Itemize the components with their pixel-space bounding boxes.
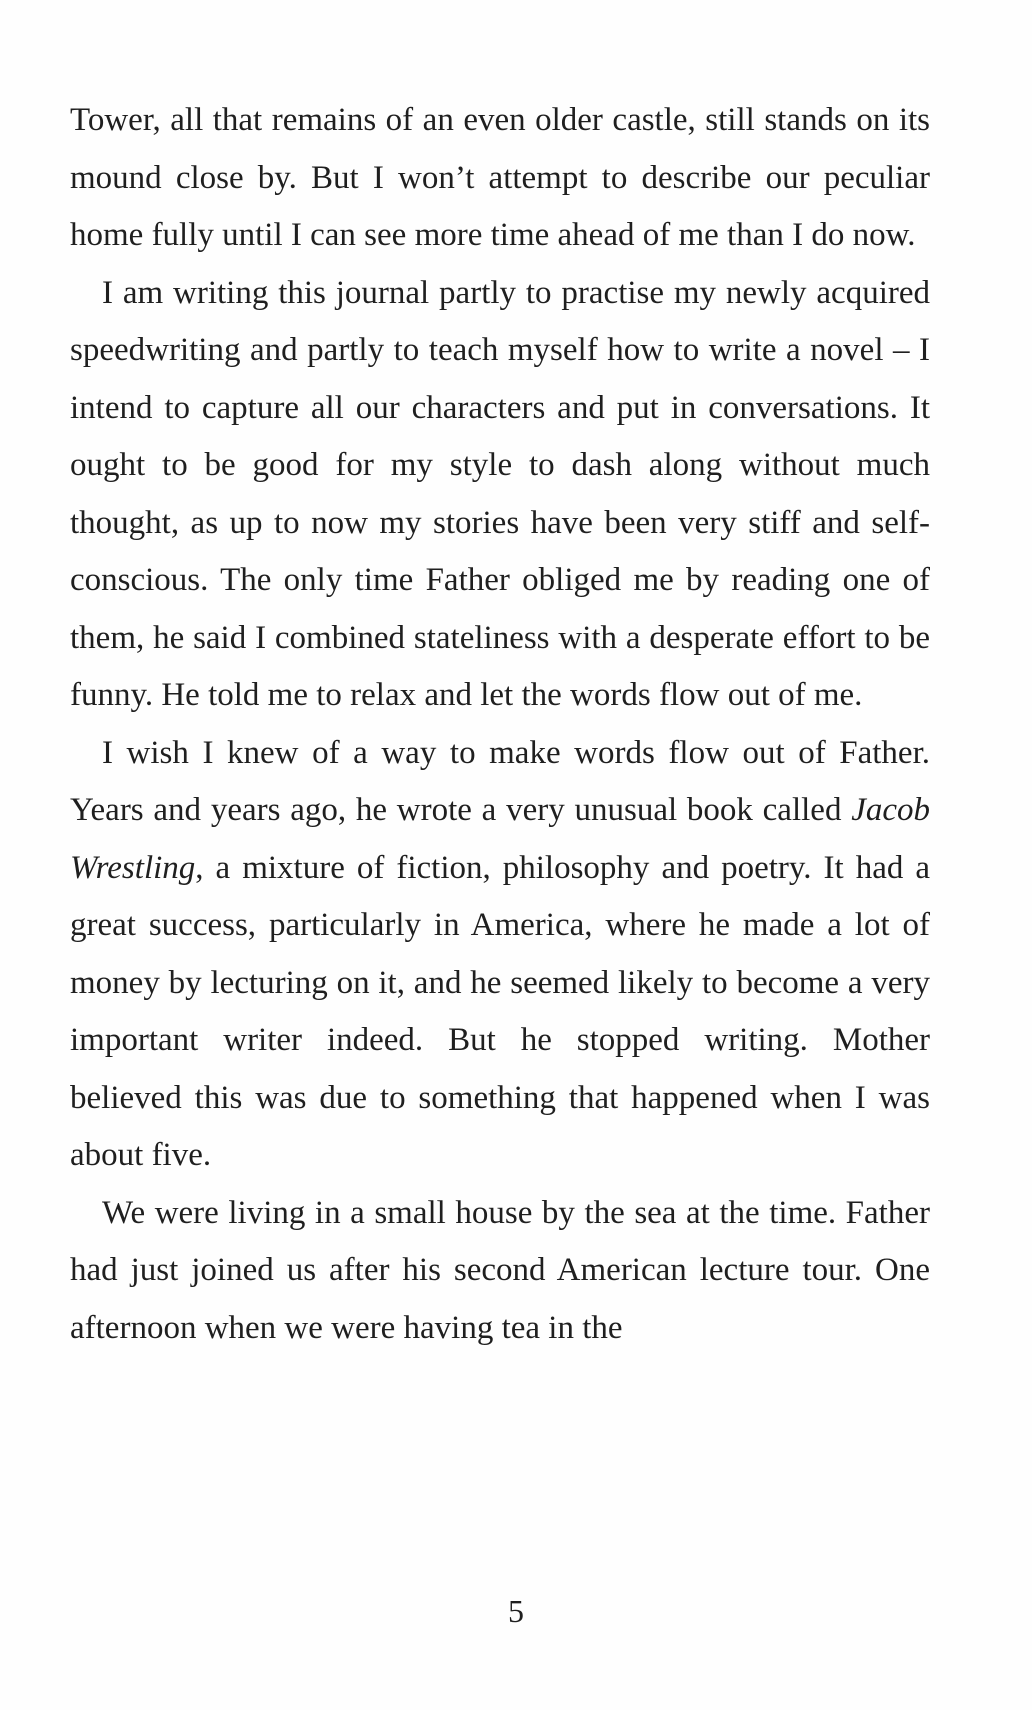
text-segment: I wish I knew of a way to make words flow out of Father. Years and years ago, he wrote a very unusual book called xyxy=(70,734,930,828)
paragraph xyxy=(70,1185,930,1358)
text-segment: , a mixture of fiction, philosophy and poetry. It had a great success, particularly in America, where he made a lot of money by lecturing on it, and he seemed likely to become a very important writer indeed. But he stopped writing. Mother believed this was due to something that happened when I was about five. xyxy=(70,849,930,1173)
book-title: Jacob Wrestling xyxy=(70,792,930,886)
text-segment: We were living in a small house by the sea at the time. Father had just joined us after his second American lecture tour. One afternoon when we were having tea in the xyxy=(70,1194,930,1346)
paragraph xyxy=(70,265,930,725)
text-segment: I am writing this journal partly to practise my newly acquired speedwriting and partly to teach myself how to write a novel – I intend to capture all our characters and put in conversations. It ought to be good for my style to dash along without much thought, as up to now my stories have been very stiff and self-conscious. The only time Father obliged me by reading one of them, he said I combined stateliness with a desperate effort to be funny. He told me to relax and let the words flow out of me. xyxy=(70,274,930,713)
paragraph xyxy=(70,725,930,1185)
body-text xyxy=(70,92,930,1357)
paragraph xyxy=(70,92,930,265)
text-segment: Tower, all that remains of an even older castle, still stands on its mound close by. But I won’t attempt to describe our peculiar home fully until I can see more time ahead of me than I do now. xyxy=(70,102,930,253)
page-number: 5 xyxy=(508,1593,524,1629)
